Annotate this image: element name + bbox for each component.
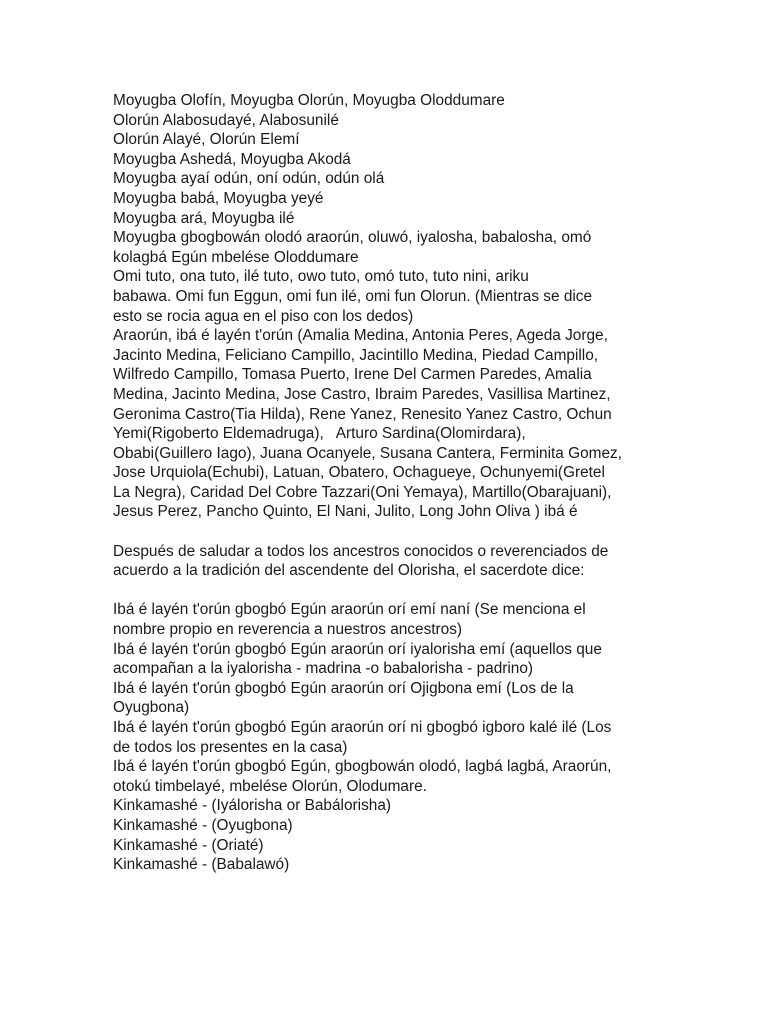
text-line: Wilfredo Campillo, Tomasa Puerto, Irene Del Carmen Paredes, Amalia: [113, 366, 592, 384]
text-line: Kinkamashé - (Iyálorisha or Babálorisha): [113, 797, 392, 815]
text-line: Geronima Castro(Tia Hilda), Rene Yanez, Renesito Yanez Castro, Ochun: [113, 405, 612, 423]
text-line: Moyugba babá, Moyugba yeyé: [113, 189, 324, 207]
text-line: Olorún Alayé, Olorún Elemí: [113, 131, 300, 149]
text-line: nombre propio en reverencia a nuestros ancestros): [113, 621, 463, 639]
text-line: Ibá é layén t'orún gbogbó Egún araorún orí iyalorisha emí (aquellos que: [113, 640, 602, 658]
text-line: Omi tuto, ona tuto, ilé tuto, owo tuto, omó tuto, tuto nini, ariku: [113, 268, 529, 286]
text-line: Jose Urquiola(Echubi), Latuan, Obatero, Ochagueye, Ochunyemi(Gretel: [113, 464, 605, 482]
text-line: Olorún Alabosudayé, Alabosunilé: [113, 111, 339, 129]
text-line: Araorún, ibá é layén t'orún (Amalia Medina, Antonia Peres, Ageda Jorge,: [113, 327, 608, 345]
text-line: Jesus Perez, Pancho Quinto, El Nani, Julito, Long John Oliva ) ibá é: [113, 503, 578, 521]
text-line: Kinkamashé - (Oriaté): [113, 836, 264, 854]
text-line: kolagbá Egún mbelése Oloddumare: [113, 248, 359, 266]
text-line: Moyugba ará, Moyugba ilé: [113, 209, 295, 227]
blank-line: [113, 522, 658, 542]
text-line: Moyugba Olofín, Moyugba Olorún, Moyugba Oloddumare: [113, 92, 505, 109]
text-line: Ibá é layén t'orún gbogbó Egún araorún orí Ojigbona emí (Los de la: [113, 679, 574, 697]
text-line: Ibá é layén t'orún gbogbó Egún araorún orí ni gbogbó igboro kalé ilé (Los: [113, 719, 612, 736]
text-line: Oyugbona): [113, 699, 190, 717]
text-line: acuerdo a la tradición del ascendente del Olorisha, el sacerdote dice:: [113, 562, 585, 580]
text-line: Obabi(Guillero Iago), Juana Ocanyele, Susana Cantera, Ferminita Gomez,: [113, 444, 622, 462]
text-line: Moyugba Ashedá, Moyugba Akodá: [113, 150, 351, 168]
text-line: esto se rocia agua en el piso con los dedos): [113, 307, 414, 325]
text-line: Ibá é layén t'orún gbogbó Egún, gbogbowán olodó, lagbá lagbá, Araorún,: [113, 758, 612, 776]
text-line: La Negra), Caridad Del Cobre Tazzari(Oni Yemaya), Martillo(Obarajuani),: [113, 483, 612, 501]
text-line: Yemi(Rigoberto Eldemadruga), Arturo Sardina(Olomirdara),: [113, 425, 526, 443]
text-line: Moyugba gbogbowán olodó araorún, oluwó, iyalosha, babalosha, omó: [113, 229, 592, 247]
text-line: de todos los presentes en la casa): [113, 738, 348, 756]
text-line: acompañan a la iyalorisha - madrina -o babalorisha - padrino): [113, 660, 534, 678]
text-line: babawa. Omi fun Eggun, omi fun ilé, omi fun Olorun. (Mientras se dice: [113, 287, 593, 305]
text-line: Jacinto Medina, Feliciano Campillo, Jacintillo Medina, Piedad Campillo,: [113, 346, 599, 364]
blank-line: [113, 581, 658, 601]
text-line: Moyugba ayaí odún, oní odún, odún olá: [113, 170, 385, 188]
text-line: Kinkamashé - (Oyugbona): [113, 816, 293, 834]
text-line: Medina, Jacinto Medina, Jose Castro, Ibraim Paredes, Vasillisa Martinez,: [113, 385, 611, 403]
text-line: Ibá é layén t'orún gbogbó Egún araorún orí emí naní (Se menciona el: [113, 601, 586, 619]
text-line: Kinkamashé - (Babalawó): [113, 856, 290, 874]
text-line: Después de saludar a todos los ancestros conocidos o reverenciados de: [113, 542, 609, 560]
document-body: [113, 91, 658, 875]
text-line: otokú timbelayé, mbelése Olorún, Olodumare.: [113, 777, 427, 795]
